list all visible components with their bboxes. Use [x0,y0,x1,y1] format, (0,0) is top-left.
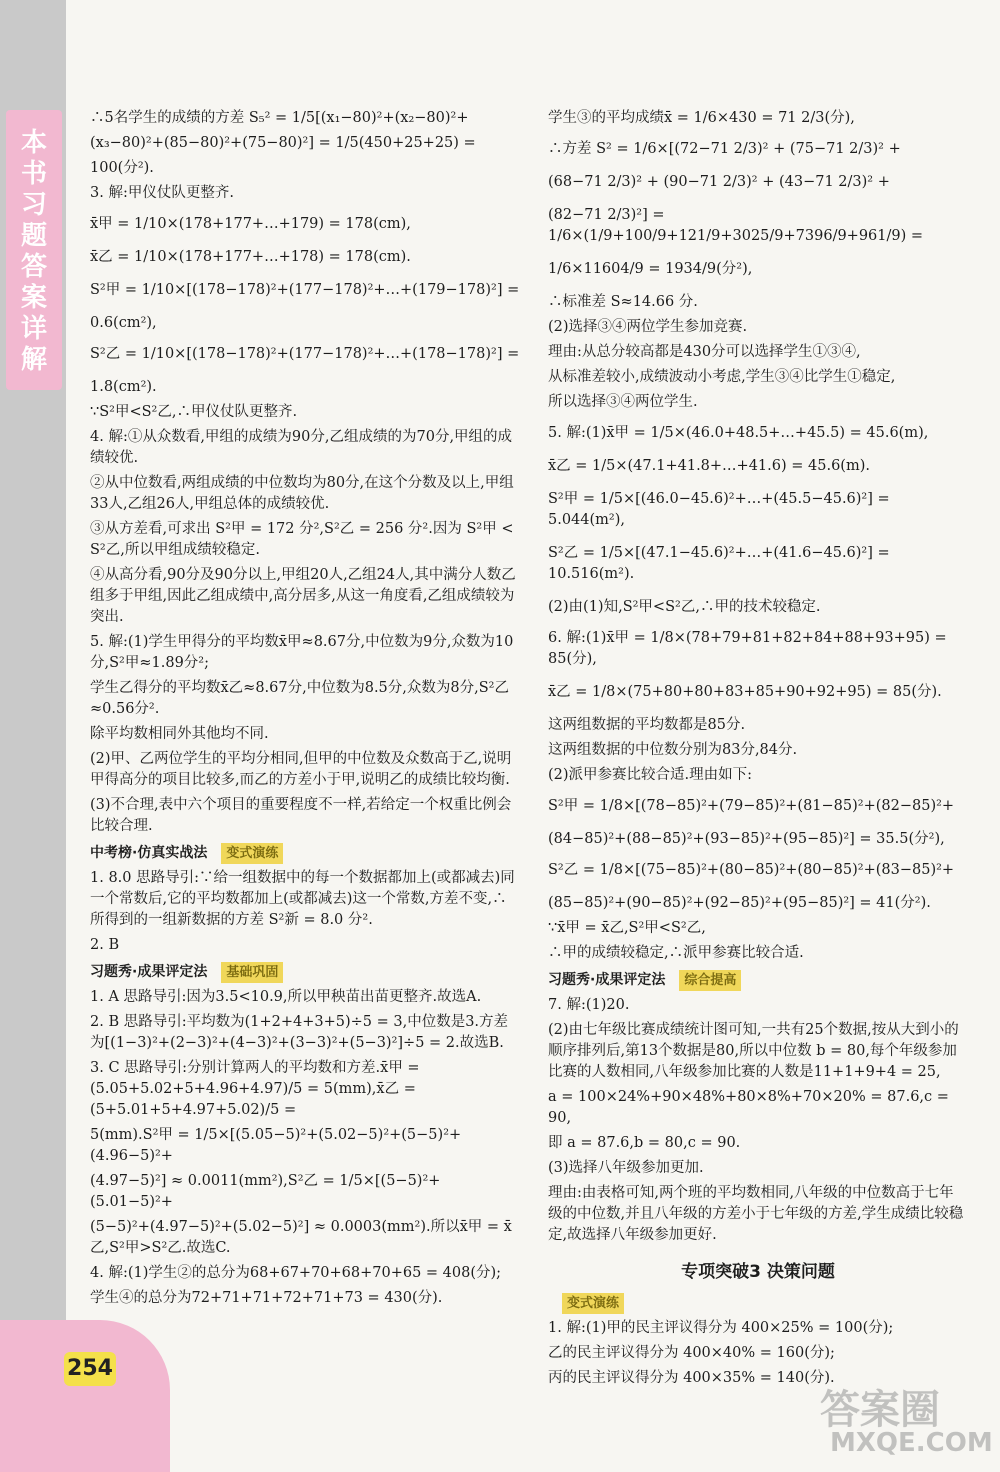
topic-title: 专项突破3 决策问题 [681,1262,835,1282]
text-line: 1.8(cm²). [90,379,157,395]
text-line: ∴甲的成绩较稳定,∴派甲参赛比较合适. [548,945,804,961]
equation-line: x̄乙 = 1/8×(75+80+80+83+85+90+92+95) = 85(分). [548,684,942,700]
text-line: (2)由(1)知,S²甲<S²乙,∴甲的技术较稳定. [548,599,821,615]
section-heading [90,843,520,864]
text-line: 学生乙得分的平均数x̄乙≈8.67分,中位数为8.5分,众数为8分,S²乙≈0.56分². [90,680,509,717]
text-line: ∴标准差 S≈14.66 分. [548,294,698,310]
text-line: 5. 解:(1)学生甲得分的平均数x̄甲≈8.67分,中位数为9分,众数为10分,S²甲≈1.89分²; [90,634,514,671]
section-tag: 综合提高 [679,970,741,991]
text-line: (2)派甲参赛比较合适.理由如下: [548,767,753,783]
text-line: (3)选择八年级参加更加. [548,1160,704,1176]
text-line: 丙的民主评议得分为 400×35% = 140(分). [548,1370,835,1386]
equation-line: S²乙 = 1/8×[(75−85)²+(80−85)²+(80−85)²+(83−85)²+ [548,862,955,878]
text-line: (4.97−5)²] ≈ 0.0011(mm²),S²乙 = 1/5×[(5−5)²+(5.01−5)²+ [90,1173,441,1210]
text-line: ③从方差看,可求出 S²甲 = 172 分²,S²乙 = 256 分².因为 S²甲 < S²乙,所以甲组成绩较稳定. [90,521,514,558]
equation-line: (82−71 2/3)²] = 1/6×(1/9+100/9+121/9+3025/9+7396/9+961/9) = [548,207,924,244]
equation-line: S²甲 = 1/10×[(178−178)²+(177−178)²+…+(179−178)²] = [90,282,520,298]
text-line: 除平均数相同外其他均不同. [90,726,269,742]
equation-line: x̄乙 = 1/10×(178+177+…+178) = 178(cm). [90,249,411,265]
text-line: (2)由七年级比赛成绩统计图可知,一共有25个数据,按从大到小的顺序排列后,第13个数据是80,所以中位数 b = 80,每个年级参加比赛的人数相同,八年级参加比赛的人数是11+1+9+4 = 25, [548,1022,959,1080]
equation-line: S²乙 = 1/5×[(47.1−45.6)²+…+(41.6−45.6)²] = 10.516(m²). [548,545,890,582]
text-line: 7. 解:(1)20. [548,997,630,1013]
section-title: 中考榜·仿真实战法 [90,845,208,861]
equation-line: 5. 解:(1)x̄甲 = 1/5×(46.0+48.5+…+45.5) = 45.6(m), [548,425,929,441]
text-line: 5(mm).S²甲 = 1/5×[(5.05−5)²+(5.02−5)²+(5−5)²+(4.96−5)²+ [90,1127,462,1164]
text-line: 这两组数据的中位数分别为83分,84分. [548,742,798,758]
right-column [548,108,968,1393]
equation-line: S²甲 = 1/5×[(46.0−45.6)²+…+(45.5−45.6)²] = 5.044(m²), [548,491,890,528]
section-heading [548,1293,968,1314]
text-line: (2)甲、乙两位学生的平均分相同,但甲的中位数及众数高于乙,说明甲得高分的项目比较多,而乙的方差小于甲,说明乙的成绩比较均衡. [90,751,512,788]
text-line: a = 100×24%+90×48%+80×8%+70×20% = 87.6,c = 90, [548,1089,949,1126]
text-line: 4. 解:①从众数看,甲组的成绩为90分,乙组成绩的为70分,甲组的成绩较优. [90,429,513,466]
section-tag: 基础巩固 [221,962,283,983]
text-line: 学生④的总分为72+71+71+72+71+73 = 430(分). [90,1290,443,1306]
text-line: 1. A 思路导引:因为3.5<10.9,所以甲秧苗出苗更整齐.故选A. [90,989,482,1005]
text-line: 2. B [90,937,120,953]
equation-line: ∴方差 S² = 1/6×[(72−71 2/3)² + (75−71 2/3)² + [548,141,901,157]
text-line: (5−5)²+(4.97−5)²+(5.02−5)²] ≈ 0.0003(mm²).所以x̄甲 = x̄乙,S²甲>S²乙.故选C. [90,1219,512,1256]
text-line: ∵x̄甲 = x̄乙,S²甲<S²乙, [548,920,706,936]
text-line: ∴5名学生的成绩的方差 S₅² = 1/5[(x₁−80)²+(x₂−80)²+ [90,110,469,126]
text-line: 理由:从总分较高都是430分可以选择学生①③④, [548,344,861,360]
sidebar-title: 本书习题答案详解 [20,128,47,375]
text-line: 理由:由表格可知,两个班的平均数相同,八年级的中位数高于七年级的中位数,并且八年级的方差小于七年级的方差,学生成绩比较稳定,故选择八年级参加更好. [548,1185,964,1243]
text-line: 4. 解:(1)学生②的总分为68+67+70+68+70+65 = 408(分); [90,1265,502,1281]
sidebar [0,0,66,1472]
text-line: (84−85)²+(88−85)²+(93−85)²+(95−85)²] = 35.5(分²), [548,831,945,847]
equation-line: S²乙 = 1/10×[(178−178)²+(177−178)²+…+(178−178)²] = [90,346,520,362]
text-line: 从标准差较小,成绩波动小考虑,学生③④比学生①稳定, [548,369,896,385]
equation-line: (68−71 2/3)² + (90−71 2/3)² + (43−71 2/3)² + [548,174,890,190]
text-line: 0.6(cm²), [90,315,157,331]
text-line: 乙的民主评议得分为 400×40% = 160(分); [548,1345,835,1361]
equation-line: S²甲 = 1/8×[(78−85)²+(79−85)²+(81−85)²+(82−85)²+ [548,798,955,814]
text-line: 1. 8.0 思路导引:∵给一组数据中的每一个数据都加上(或都减去)同一个常数后,它的平均数都加上(或都减去)这一个常数,方差不变,∴所得到的一组新数据的方差 S²新 = 8.0 分². [90,870,515,928]
equation-line: 6. 解:(1)x̄甲 = 1/8×(78+79+81+82+84+88+93+95) = 85(分), [548,630,947,667]
equation-line: 1/6×11604/9 = 1934/9(分²), [548,261,753,277]
text-line: 即 a = 87.6,b = 80,c = 90. [548,1135,741,1151]
text-line: 3. 解:甲仪仗队更整齐. [90,185,234,201]
equation-line: x̄乙 = 1/5×(47.1+41.8+…+41.6) = 45.6(m). [548,458,870,474]
section-heading [548,970,968,991]
text-line: 1. 解:(1)甲的民主评议得分为 400×25% = 100(分); [548,1320,894,1336]
section-title: 习题秀·成果评定法 [548,972,666,988]
text-line: (3)不合理,表中六个项目的重要程度不一样,若给定一个权重比例会比较合理. [90,797,512,834]
section-heading [90,962,520,983]
text-line: (85−85)²+(90−85)²+(92−85)²+(95−85)²] = 41(分²). [548,895,931,911]
corner-decoration [0,1320,170,1472]
text-line: 这两组数据的平均数都是85分. [548,717,746,733]
text-line: 3. C 思路导引:分别计算两人的平均数和方差.x̄甲 = (5.05+5.02+5+4.96+4.97)/5 = 5(mm),x̄乙 = (5+5.01+5+4.97+5.02)/5 = [90,1060,420,1118]
text-line: ∵S²甲<S²乙,∴甲仪仗队更整齐. [90,404,298,420]
text-line: 所以选择③④两位学生. [548,394,698,410]
text-line: ②从中位数看,两组成绩的中位数均为80分,在这个分数及以上,甲组33人,乙组26人,甲组总体的成绩较优. [90,475,514,512]
text-line: (2)选择③④两位学生参加竞赛. [548,319,748,335]
text-line: 2. B 思路导引:平均数为(1+2+4+3+5)÷5 = 3,中位数是3.方差为[(1−3)²+(2−3)²+(4−3)²+(3−3)²+(5−3)²]÷5 = 2.故选B. [90,1014,509,1051]
text-line: ④从高分看,90分及90分以上,甲组20人,乙组24人,其中满分人数乙组多于甲组,因此乙组成绩中,高分居多,从这一角度看,乙组成绩较为突出. [90,567,516,625]
section-tag: 变式演练 [562,1293,624,1314]
watermark-url: MXQE.COM [830,1428,993,1458]
text-line: 100(分²). [90,160,154,176]
text-line: (x₃−80)²+(85−80)²+(75−80)²] = 1/5(450+25+25) = [90,135,476,151]
equation-line: x̄甲 = 1/10×(178+177+…+179) = 178(cm), [90,216,411,232]
watermark-logo: 答案圈 [820,1387,940,1433]
text-line: 学生③的平均成绩x̄ = 1/6×430 = 71 2/3(分), [548,110,855,126]
page-number: 254 [64,1352,116,1386]
left-column [90,108,520,1313]
section-tag: 变式演练 [221,843,283,864]
section-title: 习题秀·成果评定法 [90,964,208,980]
